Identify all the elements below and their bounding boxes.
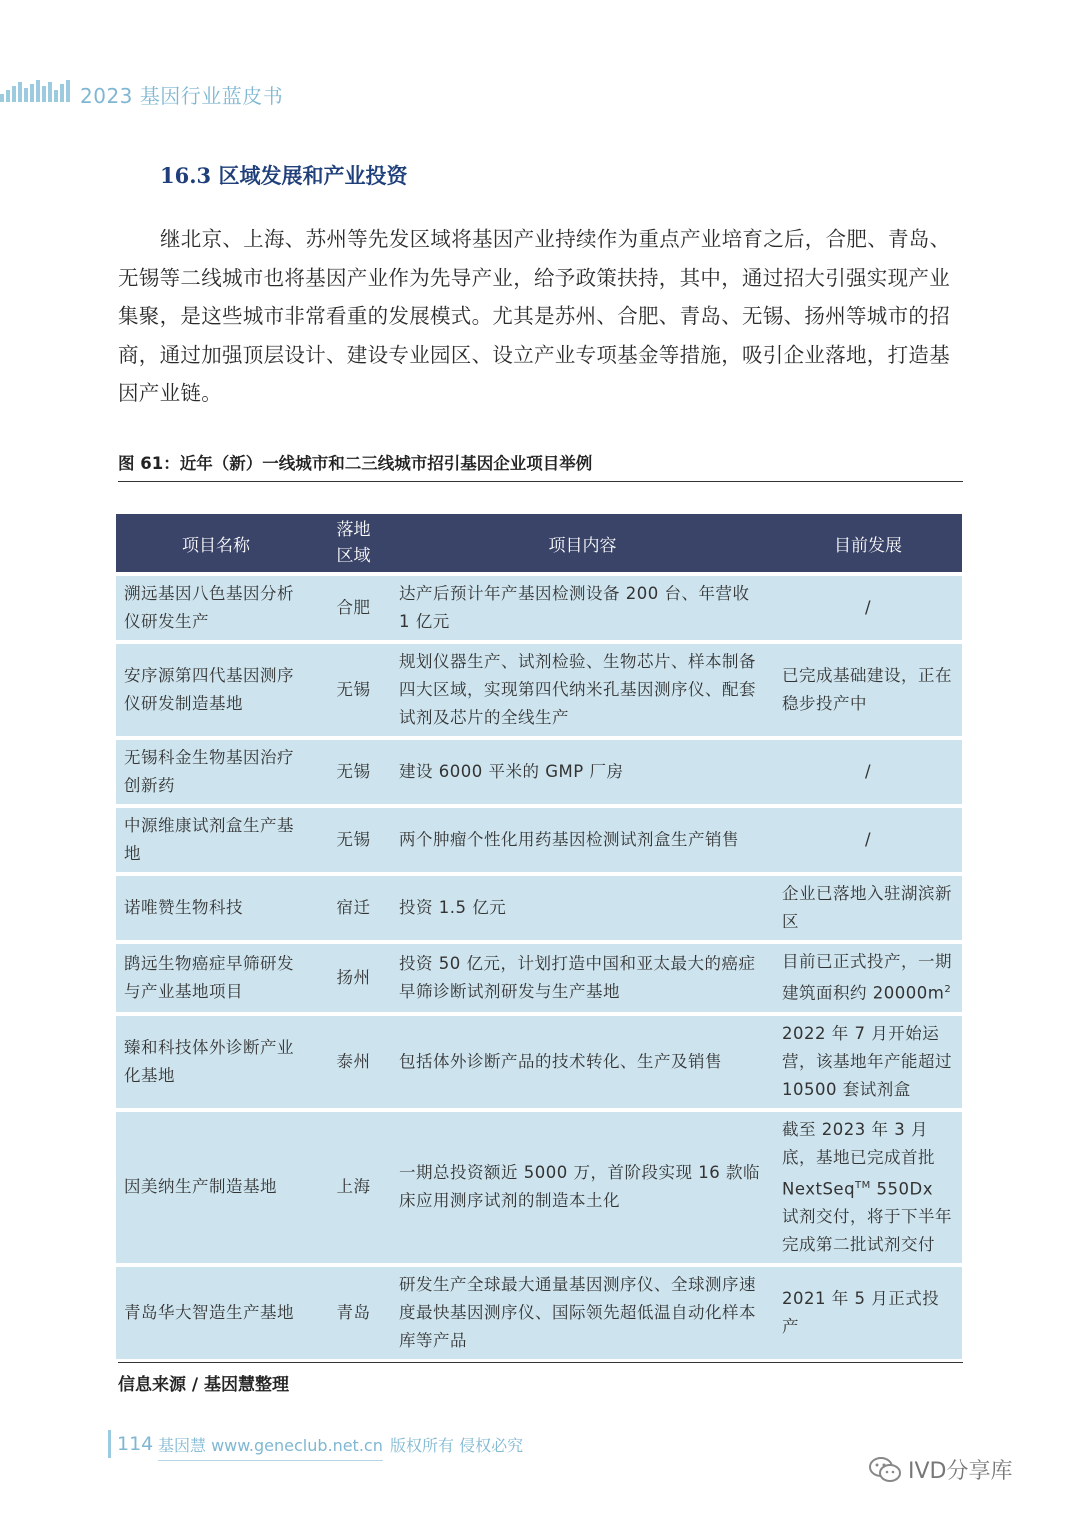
table-row [116, 876, 962, 940]
cell-name: 中源维康试剂盒生产基地 [116, 808, 316, 872]
cell-name: 无锡科金生物基因治疗创新药 [116, 740, 316, 804]
cell-area: 合肥 [316, 576, 391, 640]
cell-name: 溯远基因八色基因分析仪研发生产 [116, 576, 316, 640]
table-row [116, 1267, 962, 1359]
cell-content: 研发生产全球最大通量基因测序仪、全球测序速度最快基因测序仪、国际领先超低温自动化样本库等产品 [391, 1267, 774, 1359]
cell-content: 达产后预计年产基因检测设备 200 台、年营收 1 亿元 [391, 576, 774, 640]
cell-status: 2022 年 7 月开始运营，该基地年产能超过 10500 套试剂盒 [774, 1016, 962, 1108]
table-header-row [116, 514, 962, 572]
table-row [116, 1112, 962, 1264]
cell-status: 目前已正式投产，一期建筑面积约 $20000m^2$ [774, 944, 962, 1012]
cell-content: 建设 6000 平米的 GMP 厂房 [391, 740, 774, 804]
projects-table [116, 510, 962, 1363]
table-row [116, 808, 962, 872]
cell-content: 两个肿瘤个性化用药基因检测试剂盒生产销售 [391, 808, 774, 872]
footer-site[interactable]: 基因慧 www.geneclub.net.cn [158, 1433, 383, 1461]
cell-name: 诺唯赞生物科技 [116, 876, 316, 940]
cell-area: 宿迁 [316, 876, 391, 940]
book-title: 2023 基因行业蓝皮书 [80, 84, 284, 108]
cell-area: 无锡 [316, 740, 391, 804]
cell-status: 已完成基础建设，正在稳步投产中 [774, 644, 962, 736]
section-paragraph: 继北京、上海、苏州等先发区域将基因产业持续作为重点产业培育之后，合肥、青岛、无锡等二线城市也将基因产业作为先导产业，给予政策扶持，其中，通过招大引强实现产业集聚，是这些城市非常看重的发展模式。尤其是苏州、合肥、青岛、无锡、扬州等城市的招商，通过加强顶层设计、建设专业园区、设立产业专项基金等措施，吸引企业落地，打造基因产业链。 [118, 227, 951, 405]
cell-status: / [774, 576, 962, 640]
cell-name: 因美纳生产制造基地 [116, 1112, 316, 1264]
cell-area: 泰州 [316, 1016, 391, 1108]
cell-name: 鹍远生物癌症早筛研发与产业基地项目 [116, 944, 316, 1012]
column-header-status: 目前发展 [774, 514, 962, 572]
cell-status: 2021 年 5 月正式投产 [774, 1267, 962, 1359]
table-row [116, 740, 962, 804]
cell-content: 包括体外诊断产品的技术转化、生产及销售 [391, 1016, 774, 1108]
table-row [116, 1016, 962, 1108]
cell-area: 上海 [316, 1112, 391, 1264]
source-rule [118, 1362, 963, 1363]
footer-copyright: 版权所有 侵权必究 [390, 1436, 524, 1455]
cell-content: 投资 1.5 亿元 [391, 876, 774, 940]
table-row [116, 576, 962, 640]
wechat-icon [868, 1456, 902, 1484]
header-bars-decoration [0, 80, 70, 102]
table-row [116, 944, 962, 1012]
table-row [116, 644, 962, 736]
cell-status: 企业已落地入驻湖滨新区 [774, 876, 962, 940]
cell-area: 扬州 [316, 944, 391, 1012]
figure-caption: 图 61：近年（新）一线城市和二三线城市招引基因企业项目举例 [118, 454, 593, 473]
cell-status: 截至 2023 年 3 月底，基地已完成首批 NextSeq™ 550Dx 试剂交付，将于下半年完成第二批试剂交付 [774, 1112, 962, 1264]
column-header-content: 项目内容 [391, 514, 774, 572]
section-title: 16.3 区域发展和产业投资 [160, 163, 408, 188]
page-number: 114 [108, 1430, 159, 1458]
cell-content: 一期总投资额近 5000 万，首阶段实现 16 款临床应用测序试剂的制造本土化 [391, 1112, 774, 1264]
figure-source: 信息来源 / 基因慧整理 [118, 1375, 290, 1395]
watermark [868, 1454, 1012, 1485]
cell-area: 无锡 [316, 644, 391, 736]
page-footer [108, 1430, 588, 1460]
cell-content: 投资 50 亿元，计划打造中国和亚太最大的癌症早筛诊断试剂研发与生产基地 [391, 944, 774, 1012]
column-header-name: 项目名称 [116, 514, 316, 572]
cell-content: 规划仪器生产、试剂检验、生物芯片、样本制备四大区域，实现第四代纳米孔基因测序仪、配套试剂及芯片的全线生产 [391, 644, 774, 736]
cell-status: / [774, 740, 962, 804]
cell-area: 青岛 [316, 1267, 391, 1359]
cell-name: 臻和科技体外诊断产业化基地 [116, 1016, 316, 1108]
column-header-area: 落地区域 [316, 514, 391, 572]
cell-name: 青岛华大智造生产基地 [116, 1267, 316, 1359]
cell-status: / [774, 808, 962, 872]
page-header [0, 78, 600, 108]
cell-name: 安序源第四代基因测序仪研发制造基地 [116, 644, 316, 736]
cell-area: 无锡 [316, 808, 391, 872]
watermark-text: IVD分享库 [908, 1459, 1013, 1484]
caption-rule [118, 481, 963, 482]
